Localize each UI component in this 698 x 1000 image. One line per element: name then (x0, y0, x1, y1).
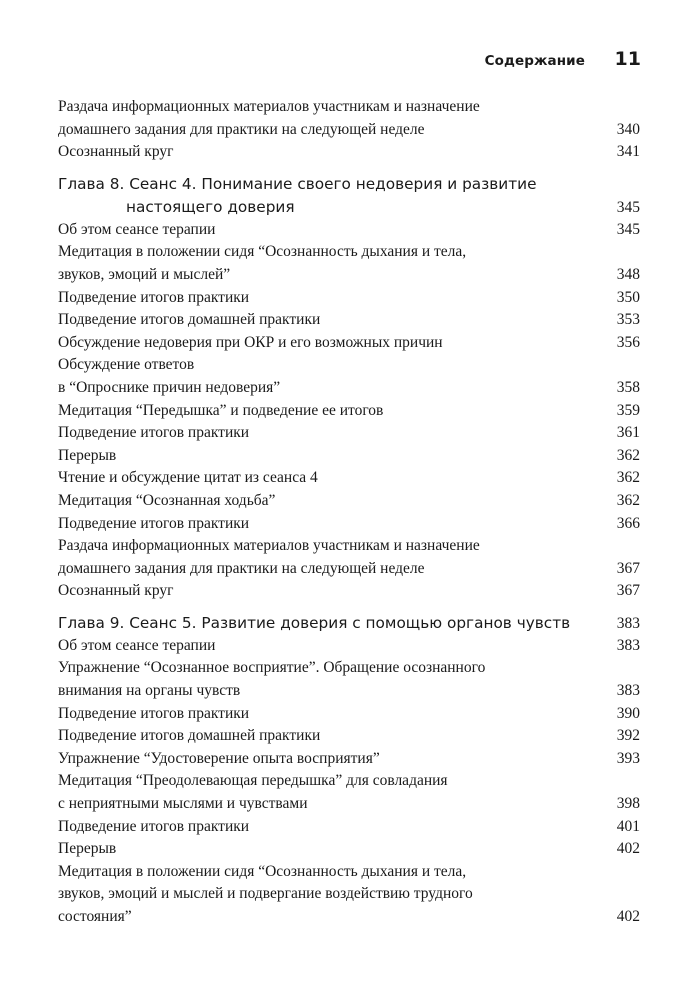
toc-entry-page: 361 (616, 424, 640, 442)
toc-entry-text: в “Опроснике причин недоверия” (58, 378, 281, 396)
toc-entry (58, 657, 640, 702)
toc-entry (58, 241, 640, 286)
toc-entry-page: 393 (616, 749, 640, 767)
toc-entry (58, 635, 640, 658)
toc-entry-text: Медитация “Преодолевающая передышка” для совладания (58, 772, 448, 790)
toc-entry-text: Об этом сеансе терапии (58, 636, 216, 654)
toc-chapter-title: Глава 9. Сеанс 5. Развитие доверия с помощью органов чувств (58, 613, 571, 632)
toc-entry (58, 141, 640, 164)
toc-entry (58, 748, 640, 771)
toc-entry (58, 580, 640, 603)
toc-entry-text: Подведение итогов домашней практики (58, 311, 321, 329)
toc-entry-page: 390 (616, 704, 640, 722)
toc-entry-page: 402 (616, 840, 640, 858)
toc-entry-page: 401 (616, 817, 640, 835)
toc-chapter-heading (58, 173, 640, 219)
toc-entry-text: Медитация в положении сидя “Осознанность дыхания и тела, (58, 862, 467, 880)
toc-entry-text: Раздача информационных материалов участникам и назначение (58, 98, 480, 115)
toc-entry-page: 362 (616, 446, 640, 464)
toc-entry (58, 96, 640, 141)
toc-entry (58, 467, 640, 490)
toc-entry-text: Перерыв (58, 446, 117, 464)
toc-entry-text: Подведение итогов практики (58, 424, 250, 442)
toc-entry-page: 383 (616, 636, 640, 654)
toc-entry-page: 362 (616, 491, 640, 509)
toc-entry (58, 838, 640, 861)
toc-entry-text: Упражнение “Удостоверение опыта восприятия” (58, 749, 380, 767)
toc-entry (58, 725, 640, 748)
toc-entry-page: 348 (616, 265, 640, 283)
toc-entry-text: состояния” (58, 908, 132, 925)
toc-entry (58, 332, 640, 355)
toc-entry-text: Осознанный круг (58, 143, 174, 161)
toc-entry (58, 816, 640, 839)
toc-entry-text: Обсуждение ответов (58, 356, 195, 374)
toc-entry-text: звуков, эмоций и мыслей” (58, 265, 231, 283)
toc-entry-page: 367 (616, 559, 640, 577)
toc-entry-text: Чтение и обсуждение цитат из сеанса 4 (58, 469, 318, 487)
toc-entry-text: Подведение итогов практики (58, 817, 250, 835)
toc-entry-page: 392 (616, 727, 640, 745)
toc-entry-text: Подведение итогов домашней практики (58, 727, 321, 745)
table-of-contents (58, 96, 640, 929)
toc-entry-page: 358 (616, 378, 640, 396)
toc-entry-text: Подведение итогов практики (58, 288, 250, 306)
toc-entry-text: Медитация в положении сидя “Осознанность дыхания и тела, (58, 243, 467, 261)
running-header (0, 48, 698, 72)
toc-chapter-title: настоящего доверия (126, 197, 295, 216)
toc-entry-page: 353 (616, 311, 640, 329)
toc-entry (58, 287, 640, 310)
toc-entry-page: 345 (616, 220, 640, 238)
toc-entry-page: 366 (616, 514, 640, 532)
toc-entry-page: 402 (616, 908, 640, 925)
toc-entry-page: 350 (616, 288, 640, 306)
toc-entry (58, 535, 640, 580)
toc-entry (58, 219, 640, 242)
toc-entry-text: Обсуждение недоверия при ОКР и его возможных причин (58, 333, 443, 351)
toc-entry-text: Осознанный круг (58, 582, 174, 600)
toc-entry-page: 341 (616, 143, 640, 161)
toc-entry-page: 367 (616, 582, 640, 600)
toc-entry-page: 340 (616, 120, 640, 138)
toc-entry-page: 398 (616, 795, 640, 813)
toc-entry-text: Об этом сеансе терапии (58, 220, 216, 238)
page-number: 11 (614, 48, 641, 70)
toc-entry-page: 383 (616, 682, 640, 700)
toc-entry-page: 359 (616, 401, 640, 419)
toc-entry (58, 490, 640, 513)
toc-entry (58, 309, 640, 332)
toc-chapter-page: 345 (616, 198, 640, 216)
toc-entry (58, 703, 640, 726)
toc-entry-text: с неприятными мыслями и чувствами (58, 795, 308, 813)
toc-entry-text: Медитация “Осознанная ходьба” (58, 491, 276, 509)
toc-entry (58, 354, 640, 399)
toc-entry (58, 770, 640, 815)
toc-entry-text: Подведение итогов практики (58, 704, 250, 722)
toc-entry (58, 422, 640, 445)
toc-entry-text: Раздача информационных материалов участникам и назначение (58, 537, 480, 555)
toc-entry (58, 513, 640, 536)
toc-entry-text: звуков, эмоций и мыслей и подвергание воздействию трудного (58, 885, 473, 903)
toc-chapter-title: Глава 8. Сеанс 4. Понимание своего недоверия и развитие (58, 174, 537, 193)
toc-entry-text: Медитация “Передышка” и подведение ее итогов (58, 401, 384, 419)
toc-entry-text: домашнего задания для практики на следующей неделе (58, 120, 425, 138)
toc-entry-text: Упражнение “Осознанное восприятие”. Обращение осознанного (58, 659, 486, 677)
running-header-title: Содержание (484, 53, 585, 69)
toc-chapter-heading (58, 612, 640, 635)
toc-entry (58, 445, 640, 468)
toc-entry-text: домашнего задания для практики на следующей неделе (58, 559, 425, 577)
toc-entry (58, 400, 640, 423)
toc-entry-page: 362 (616, 469, 640, 487)
toc-entry-text: Подведение итогов практики (58, 514, 250, 532)
toc-entry (58, 861, 640, 929)
toc-entry-page: 356 (616, 333, 640, 351)
toc-chapter-page: 383 (616, 614, 640, 632)
toc-entry-text: внимания на органы чувств (58, 682, 241, 700)
toc-entry-text: Перерыв (58, 840, 117, 858)
